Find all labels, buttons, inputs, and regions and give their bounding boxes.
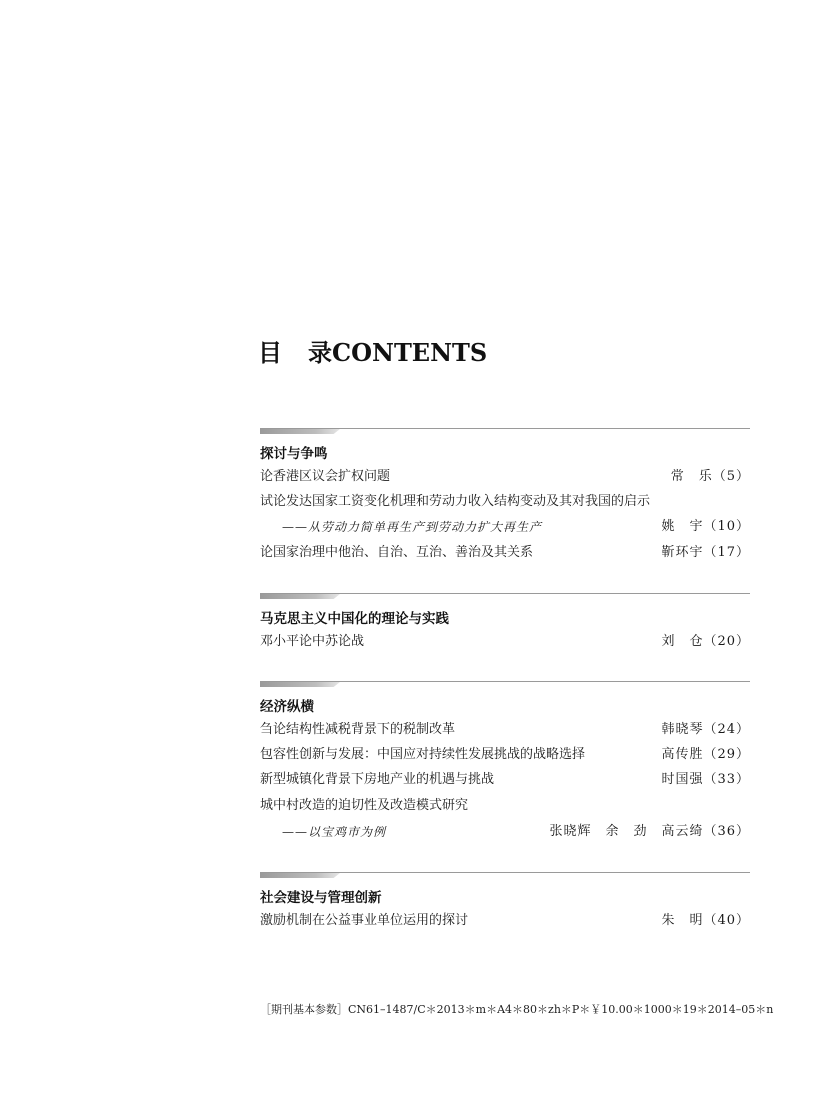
section-discussion [260,428,750,578]
section-bar [260,682,340,687]
section-rule [260,681,750,682]
article-author-page: 张晓辉 余 劲 高云绮（36） [549,824,750,839]
section-rule [260,428,750,429]
toc-entry[interactable] [260,720,750,740]
section-bar [260,429,340,434]
article-author-page: 姚 宇（10） [661,519,750,534]
journal-parameters: ［期刊基本参数］CN61–1487/C＊2013＊m＊A4＊80＊zh＊P＊￥10.00＊1000＊19＊2014–05＊n [260,1003,774,1016]
article-author-page: 韩晓琴（24） [661,722,750,737]
article-title: 邓小平论中苏论战 [260,634,365,649]
article-author-page: 时国强（33） [661,772,750,787]
article-title: 论国家治理中他治、自治、互治、善治及其关系 [260,545,534,560]
article-title: 论香港区议会扩权问题 [260,469,391,484]
section-society [260,872,750,942]
toc-entry[interactable] [260,632,750,652]
section-marxism [260,593,750,663]
toc-entry[interactable] [260,911,750,931]
section-heading: 社会建设与管理创新 [260,890,382,906]
title-zh-1: 目 [258,338,282,367]
article-subtitle: ——以宝鸡市为例 [282,825,387,839]
toc-entry[interactable] [260,770,750,790]
toc-entry-subtitle[interactable] [260,822,750,842]
toc-entry[interactable] [260,796,750,816]
article-author-page: 常 乐（5） [670,469,750,484]
section-bar [260,594,340,599]
article-title: 刍论结构性减税背景下的税制改革 [260,722,456,737]
toc-entry-subtitle[interactable] [260,517,750,537]
article-author-page: 高传胜（29） [661,747,750,762]
article-title: 城中村改造的迫切性及改造模式研究 [260,798,469,813]
section-economy [260,681,750,851]
title-en: CONTENTS [332,338,488,367]
article-author-page: 刘 仓（20） [661,634,750,649]
toc-entry[interactable] [260,492,750,512]
toc-entry[interactable] [260,543,750,563]
section-rule [260,872,750,873]
section-rule [260,593,750,594]
article-author-page: 靳环宇（17） [661,545,750,560]
article-title: 激励机制在公益事业单位运用的探讨 [260,913,469,928]
section-heading: 探讨与争鸣 [260,446,328,462]
section-bar [260,873,340,878]
title-zh-2: 录 [308,338,332,367]
article-title: 试论发达国家工资变化机理和劳动力收入结构变动及其对我国的启示 [260,494,651,509]
article-title: 新型城镇化背景下房地产业的机遇与挑战 [260,772,495,787]
article-author-page: 朱 明（40） [661,913,750,928]
toc-entry[interactable] [260,745,750,765]
contents-title [258,333,487,368]
toc-entry[interactable] [260,467,750,487]
article-title: 包容性创新与发展：中国应对持续性发展挑战的战略选择 [260,747,586,762]
section-heading: 经济纵横 [260,699,314,715]
article-subtitle: ——从劳动力简单再生产到劳动力扩大再生产 [282,520,543,534]
section-heading: 马克思主义中国化的理论与实践 [260,611,449,627]
